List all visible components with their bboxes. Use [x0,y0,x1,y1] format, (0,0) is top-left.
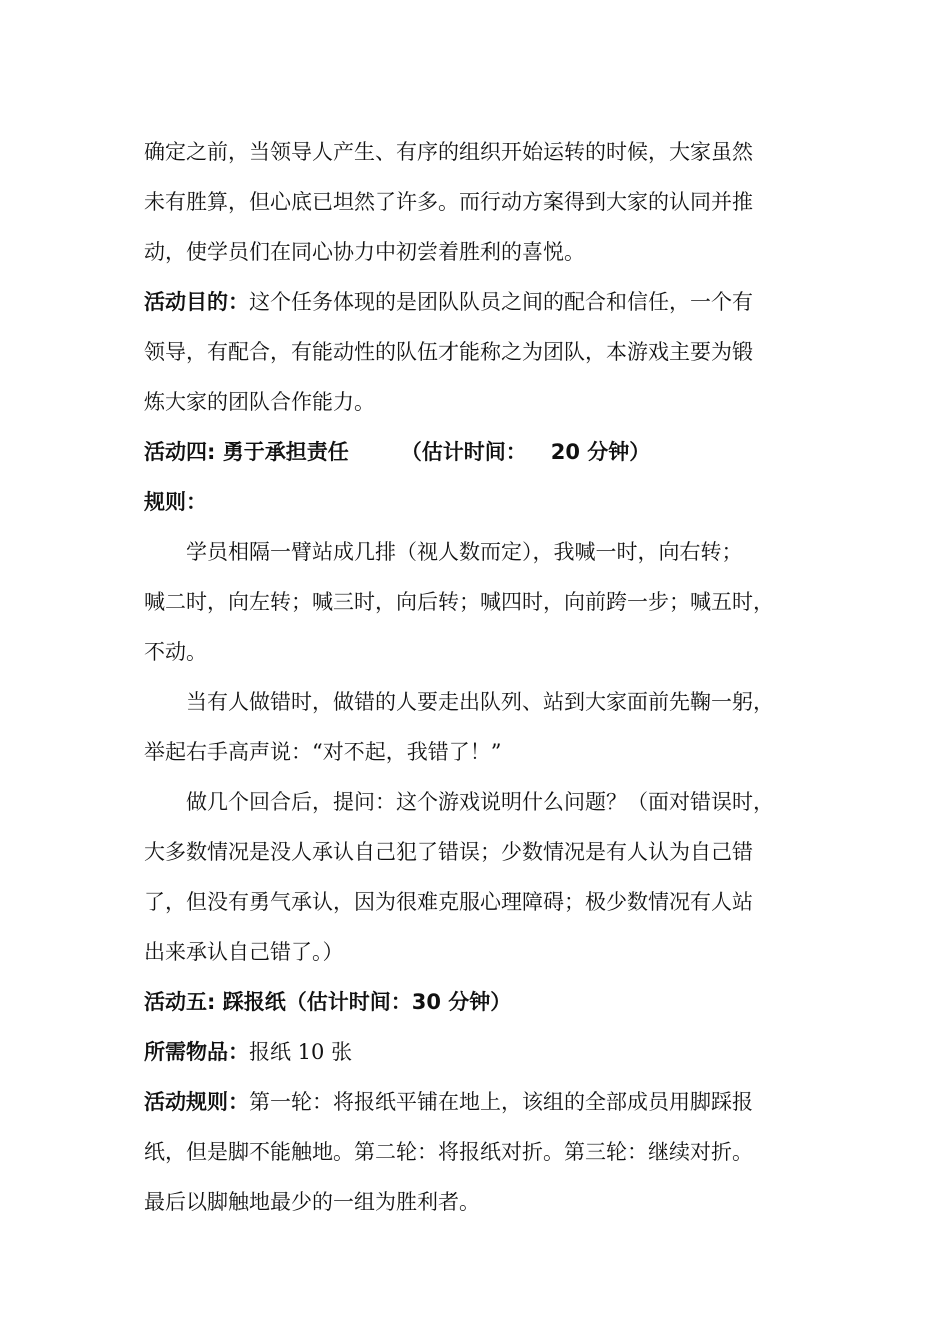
rules-paragraph-line: 出来承认自己错了。） [144,940,344,964]
intro-line: 确定之前，当领导人产生、有序的组织开始运转的时候，大家虽然 [144,140,753,164]
intro-line: 动，使学员们在同心协力中初尝着胜利的喜悦。 [144,240,585,264]
activity4-rules-label: 规则： [144,490,207,514]
materials-label: 所需物品： [144,1040,249,1064]
document-body [144,127,824,1227]
activity5-rules-label: 活动规则： [144,1090,249,1114]
purpose-label: 活动目的： [144,290,249,314]
materials-line [144,1027,824,1077]
rules-paragraph-line: 大多数情况是没人承认自己犯了错误；少数情况是有人认为自己错 [144,840,753,864]
purpose-line [144,277,824,327]
activity4-time-value: 20 分钟） [550,440,651,464]
activity4-heading [144,427,824,477]
rules-paragraph-line: 喊二时，向左转；喊三时，向后转；喊四时，向前跨一步；喊五时， [144,590,774,614]
rules-paragraph-line: 学员相隔一臂站成几排（视人数而定），我喊一时，向右转； [186,540,743,564]
activity5-heading: 活动五: 踩报纸（估计时间：30 分钟） [144,990,512,1014]
rules-paragraph-line: 举起右手高声说：“对不起，我错了！” [144,740,502,764]
activity4-title: 活动四: 勇于承担责任 [144,440,349,464]
rules-paragraph-line: 当有人做错时，做错的人要走出队列、站到大家面前先鞠一躬， [186,690,774,714]
rules-paragraph-line: 了，但没有勇气承认，因为很难克服心理障碍；极少数情况有人站 [144,890,753,914]
activity5-rules-text: 第一轮：将报纸平铺在地上，该组的全部成员用脚踩报 [249,1090,753,1114]
activity4-time-prefix: （估计时间： [400,440,527,464]
activity5-rules-line: 最后以脚触地最少的一组为胜利者。 [144,1190,480,1214]
activity5-rules-line: 纸，但是脚不能触地。第二轮：将报纸对折。第三轮：继续对折。 [144,1140,753,1164]
rules-paragraph-line: 做几个回合后，提问：这个游戏说明什么问题？（面对错误时， [186,790,774,814]
purpose-line: 炼大家的团队合作能力。 [144,390,375,414]
activity5-rules-line [144,1077,824,1127]
intro-line: 未有胜算，但心底已坦然了许多。而行动方案得到大家的认同并推 [144,190,753,214]
materials-value: 报纸 10 张 [249,1040,353,1064]
rules-paragraph-line: 不动。 [144,640,207,664]
purpose-text: 这个任务体现的是团队队员之间的配合和信任，一个有 [249,290,753,314]
purpose-line: 领导，有配合，有能动性的队伍才能称之为团队，本游戏主要为锻 [144,340,753,364]
